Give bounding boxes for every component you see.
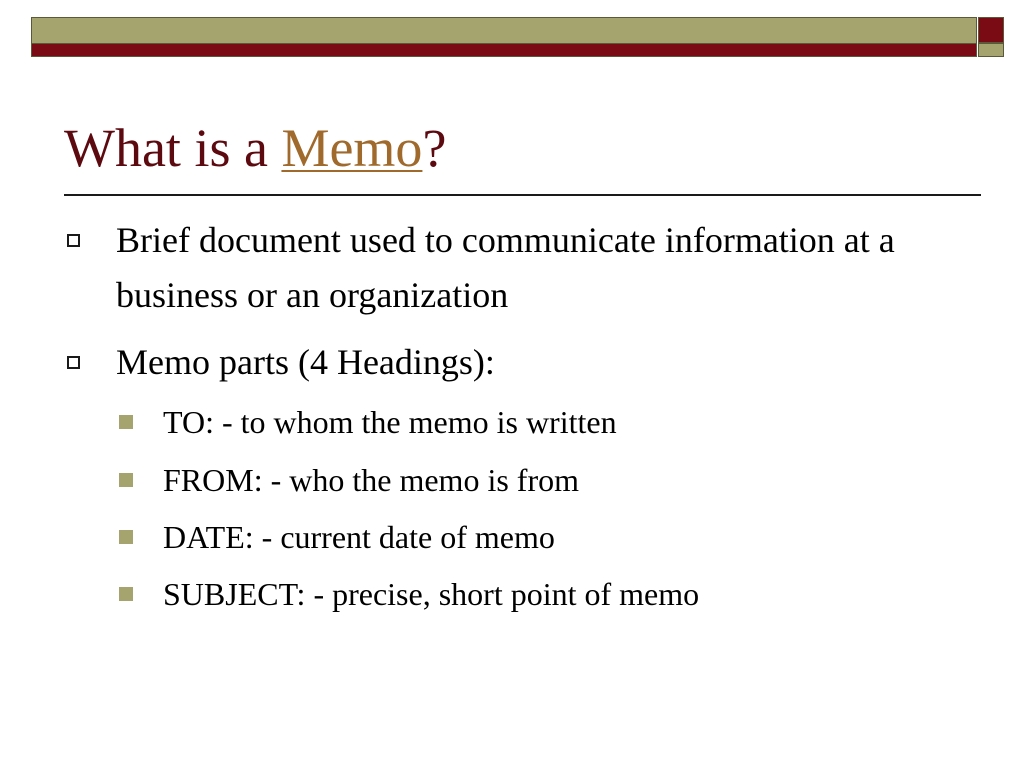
sub-bullet-item: DATE: - current date of memo [163, 519, 555, 555]
sub-bullet-item: SUBJECT: - precise, short point of memo [163, 576, 700, 612]
sub-bullet-item: TO: - to whom the memo is written [163, 404, 617, 440]
bullet-item: Memo parts (4 Headings): [116, 342, 495, 382]
filled-square-bullet-icon [119, 415, 133, 429]
bullet-item: Brief document used to communicate information at a business or an organization [116, 220, 895, 315]
slide-title-suffix: ? [422, 118, 447, 178]
memo-link[interactable]: Memo [281, 118, 423, 178]
filled-square-bullet-icon [119, 530, 133, 544]
sub-bullet-item: FROM: - who the memo is from [163, 462, 579, 498]
filled-square-bullet-icon [119, 473, 133, 487]
filled-square-bullet-icon [119, 587, 133, 601]
hollow-square-bullet-icon [67, 234, 80, 247]
slide-title-prefix: What is a [64, 118, 282, 178]
hollow-square-bullet-icon [67, 356, 80, 369]
